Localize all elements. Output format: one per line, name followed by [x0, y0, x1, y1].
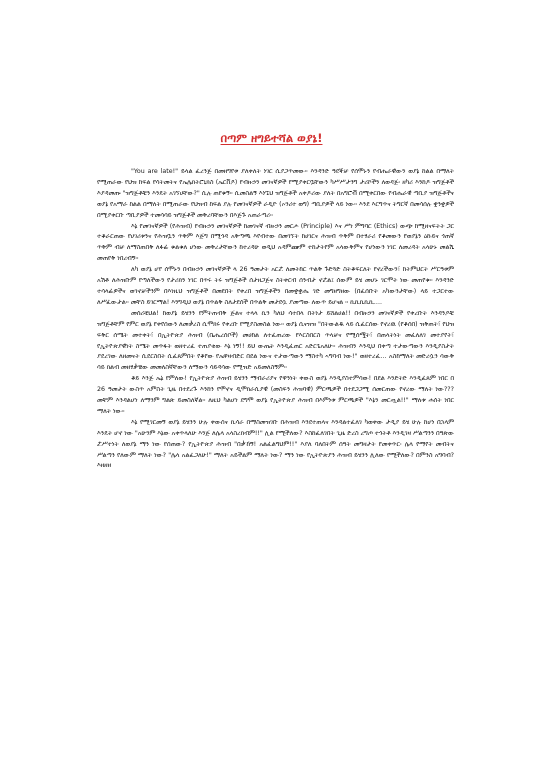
paragraph: መሰሪቺህል! ከወያኔ ይሄንን የምትጠብቅ ጅልና ተላላ ኪን ካለህ ሳተበላ በትነታ ይሸልሀል!! በብዙኃን መገናኛዎች የቀረቡት እንዳንዶቹ ዝግጅቶቸም የምር ወያኔ የቀየሰውን ለመቃረስ ሲሞክሩ የቀረቡ የሚያስመስል ነው፡፡ ወያኔ ሲናዝዝ "በትውልዱ ላይ ሲፈርሰው የኖረዉ (የቆሰበ) ዝቅጠት፣ የህዝ ፍቅር ሰሜት መተቀት፣ በኢትዮጵያ ሕዝብ (ቤሔረሰቦች) መሀከል ለተፈጠረው የእርስበርስ ጥላቻና የሚሰሟት፣ በጠላትነት መፈለለገ መተያየት፣ የኢትዮጵያዊነት ስሜት መጥፋት ወዘተረፈ ተጠያቂው እኔ ነኝ!! ይህ ውጤት እንዲፈጠር አድርጌአለሁ፡፡ ሕዝብን እንዲህ በቀጣ ተታውጣውን እንዲያስታት ያደረገው ለዘመናት ሲደርስበት ሲፈጸምበት የቆየው የኤዋዛብድር በደል ነውና ተታውጣውን ማስተካ ኣግባብ ነው!" ወዘተረፈ… አስከማለት መድረሷን ሳውቅ ሳይ ክልብ መዘፃቃቼው መመለስኛቸውን ለማውን ሳይዳሳው የሚዝድ አይመለስኝም፡፡ [97, 309, 454, 372]
paragraph: ቆይ እንጅ ኤኔ የምለው! የኢትዮጵያ ሕዝብ ይሄንን ማብራሪያና የዋንነት ቀውስ ወያኔ እንዲያስተምሳው! በደል እንድትድ እንዲፈጸም ነበር በ 26 ዓመታት ውስጥ አምስት ጊዜ በተደረጉ እንከን የሞኖና ዲሞክራሲያዊ (መስፍን ሕዝባዊ) ምርጫዎች በተደጋጋሚ ሰመርጠው የኖረው ማለት ነው??? መቸም እንዳልሆነ ለማንም ግልጽ ይመስለኛል፡፡ ለዚህ ካልሆነ ደግሞ ወያኔ የኢትዮጵያ ሕዝብ በእምነቱ ምርጫዎች "እኔን መርጧል!!" ማለቱ ሐሰት ነበር ማለት ነው፡፡ [97, 375, 454, 415]
paragraph: "You are late!" ይላል ፈረንጅ በመዘግየቱ ያለቀለት ነገር ሲያጋጥመው፡፡ እንዳንድ ዓደኞቻ የሰሞኑን የብሔራዊውን ወያኔ ከልል በማለት የሚጠራው የህዝ ከፍል የሳትመትና የኤሌክትሮኒክስ (ኤርቨዶ) የብዙኃን መገናኛዎች የሚያቀርቧቸውን ካሥሥታንግ ታሪኮችን ለወዳጅ፡ ዘካሪ እንከዶ ዝግጅቶች እያዳመጡ "ዝግጅቶቹን እንዴት አገኘሀቸው?" ሲሉ ጠየቁኝ፡፡ ሲመስልኝ እነኚህ ዝግጅቶች አቀዶሪው ያለት በአግሮቭ በሚቀርበው የብሔራዊ ጣቢያ ዝግጅቶችና ወያኔ የአማራ ከልል በማለት በሚጠራው የህዝብ ከፍል ያሉ የመገናኛዎች ራዲዮ (ኦንሪተ ወግ) ጣቢያዎች ላይ ነው፡፡ እንደ እርግጥና ትግርኛ በመሳሰሉ ቋንቋዎች በሚያቀርቡ ጣቢያዎች ተመሳሳይ ዝግጅቶች መቅረባቸውን በእጅጉ አጠራጣሪ፡፡ [97, 168, 454, 219]
paragraph: እኔ የመገናኛዎች (የሕዝብ) የብዙኃን መገናኛዎች ከመገናኛ ብዙኃን መርሖ (Principle) እና ሥነ ምግባር (Ethics) ውጭ ከሚዘናፍትት ጋር ተቆራርጠው የሀገሪቱንና የሕዝቧን ጥቅም እጅግ በሚጎዳ አቅጣጫ እየብተው በመገኘት ከሀገርና ሕዝብ ጥቅም በተፃራሪ የቆመውን የወያኔን ዕኩይና ጎጠኛ ጥቅም ብቻ ለማስጠበቅ ለፋፊ ቁልቁለ ሆነው መቅረታቸውን ከተረዳሁ ወዲህ አዳምጬም ተከታትየም አላውቅምና የሆነውን ነገር ለመረዳት አላሁኑ መልሼ መጠየቅ ነበረብኝ፡፡ [97, 222, 454, 263]
paragraph: እኔ የሚገርመኝ ወያኔ ይሄንን ሁሉ ቀውሰና ኪሳራ በማስመዝገቡ በሕዝብ እንደተጠላና እንዳልተፈለገ ካወቀው ታዲያ ይሄ ሁሉ ከሆነ በኋላም እንዴት ሆኖ ነው "አሁንም እኔው አቀጥላለሁ እንጅ ለሌላ አላስረክብም!!" ሊል የሚችለው? እስከፈለገበት ጊዜ ድረስ ረግጦ ተጎትቶ እንዲገዛ ሥልጣንን በዓጽው ሯሥተነት ለወያኔ ማን ነው የሰጠው? የኢትዮጵያ ሕዝብ "በቃኸኝ! አልፈልግህም!!" እያለ ባለበትም ሰዓት መግዛታት የመቀጥር፡ ሌላ የማየት መብትና ሥልጣን የለውም ማለት ነው? "ሌላ አልፈጋለሁ!" ማለት አይችልም ማለት ነው? ማን ነው የኢትዮጵያን ሕዝብ ይሄንን ሊለው የሚችለው? በምንስ አግባብ? እዘዘዘ [97, 418, 454, 470]
document-title: በጣም ዘግይተሻል ወያኔ! [220, 131, 323, 145]
paragraph: ለካ ወያኔ ሆየ ሰሞኑን በብዙኃን መገናኛዎች ላ 26 ዓመታት አርሯ ለመትከር ጥልቅ ጉድጓድ ስትቆፍርለት የኖረችውን፣ ከትምህርት ሥርዓቱም አሽቶ ለሕዝቡም የጣለችውን የታሪክን ነገር በጥሩ ትሩ ዝግጅቶች ሰታዘጋጅና ስትቀርብ ሰንብታ ኖሯል፤ ሰውም ይሄ መሆኑ ገርሞት ነው መጠየቁ፡፡ እንዳንድ ተሳላፊዎችና ወገኖቻችንም በእነዚህ ዝግጅቶች በመደበት የቀረበ ዝግጅቶችን በመቋቋሔ ገድ መግዘግዘው (በፈሰቡት አካውንታቸው) ላይ ተጋርተው ለሥፈውታል፡፡ መቸስ ይገርማል! እንግዲህ ወያኔ በጥልቅ ስለታደሰች በጥልቅ መታደሷ ያመጣው ለውጥ ይሆናል ፡፡ ኪኪኪኪኪ…. [97, 266, 454, 306]
document-body [97, 167, 454, 472]
